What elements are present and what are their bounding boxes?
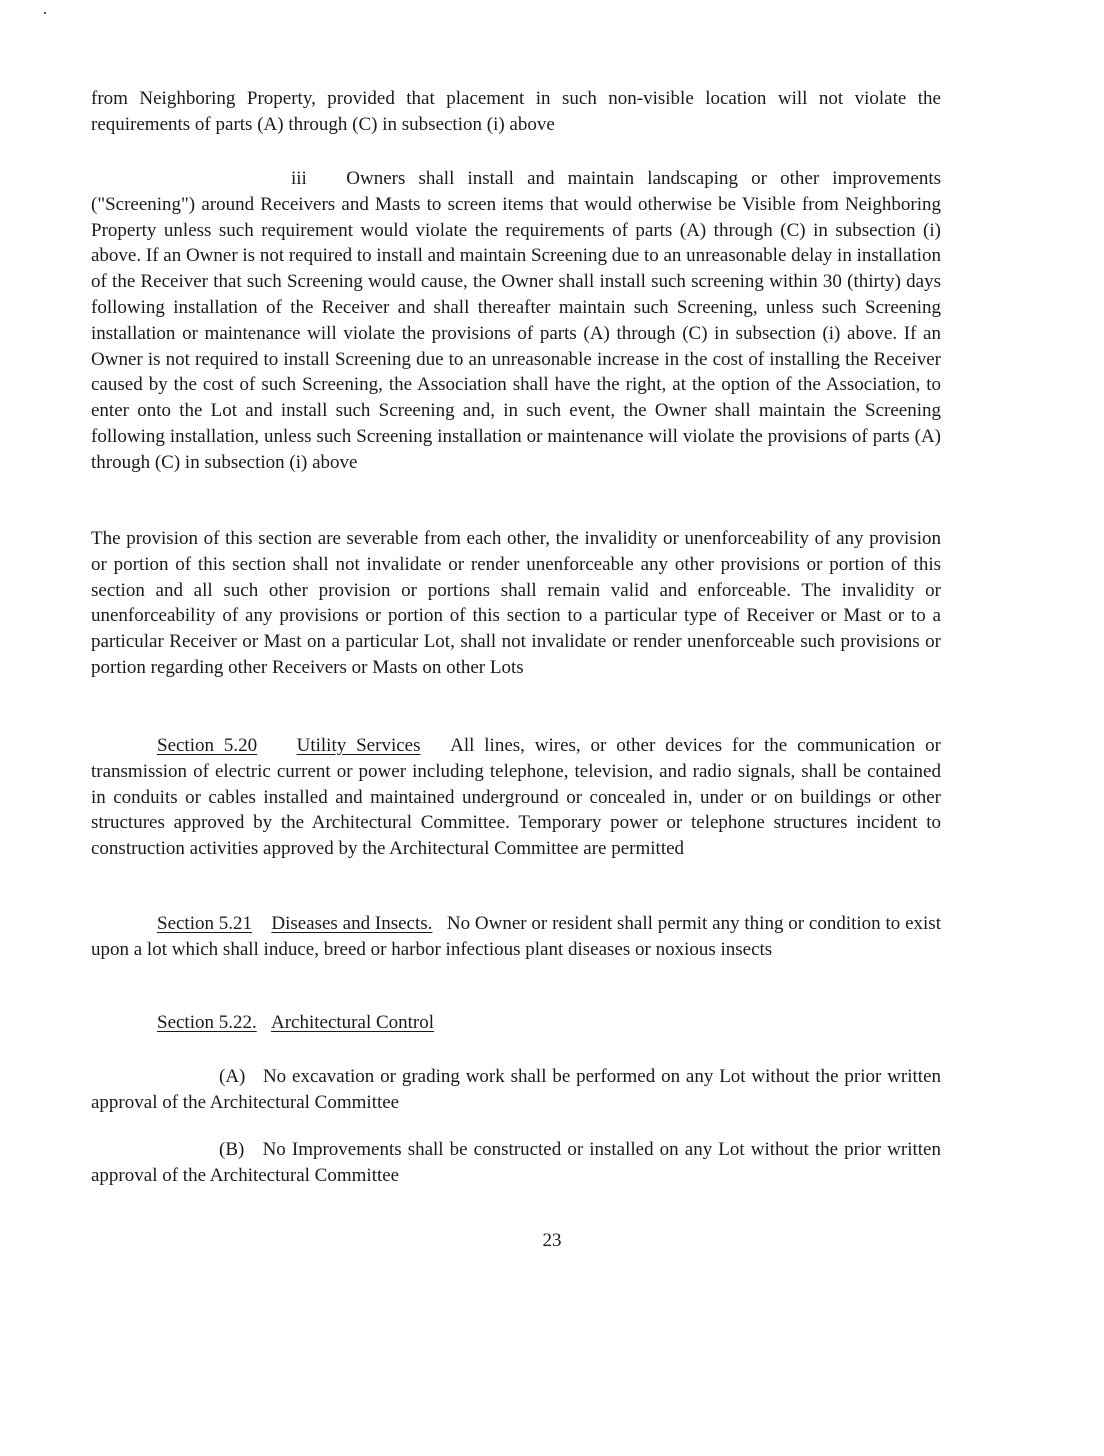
screening-text: Owners shall install and maintain landscaping or other improvements ("Screening") around Receivers and Masts to screen items that would otherwise be Visible from Neighboring Property unless such requirement would violate the requirements of parts (A) through (C) in subsection (i) above. If an Owner is not required to install and maintain Screening due to an unreasonable delay in installation of the Receiver that such Screening would cause, the Owner shall install such screening within 30 (thirty) days following installation of the Receiver and shall thereafter maintain such Screening, unless such Screening installation or maintenance will violate the provisions of parts (A) through (C) in subsection (i) above. If an Owner is not required to install Screening due to an unreasonable increase in the cost of installing the Receiver caused by the cost of such Screening, the Association shall have the right, at the option of the Association, to enter onto the Lot and install such Screening and, in such event, the Owner shall maintain the Screening following installation, unless such Screening installation or maintenance will violate the provisions of parts (A) through (C) in subsection (i) above	[91, 168, 941, 473]
section-5-22-heading	[157, 1010, 434, 1036]
subsection-marker: iii	[291, 168, 307, 189]
section-5-21	[91, 911, 941, 963]
subsection-marker: (B)	[219, 1139, 245, 1160]
subsection-marker: (A)	[219, 1066, 246, 1087]
section-title: Utility Services	[296, 735, 421, 756]
section-title: Diseases and Insects.	[271, 913, 433, 934]
section-5-20	[91, 733, 941, 862]
section-number: Section 5.22.	[157, 1012, 257, 1033]
section-number: Section 5.20	[157, 735, 258, 756]
continuation-paragraph	[91, 86, 941, 138]
continuation-text: from Neighboring Property, provided that placement in such non-visible location will not violate the requirements of parts (A) through (C) in subsection (i) above	[91, 88, 941, 135]
severability-text: The provision of this section are severable from each other, the invalidity or unenforceability of any provision or portion of this section shall not invalidate or render unenforceable any other provisions or portion of this section and all such other provision or portions shall remain valid and enforceable. The invalidity or unenforceability of any provisions or portion of this section to a particular type of Receiver or Mast or to a particular Receiver or Mast on a particular Lot, shall not invalidate or render unenforceable such provisions or portion regarding other Receivers or Masts on other Lots	[91, 528, 941, 678]
subsection-text: No Improvements shall be constructed or installed on any Lot without the prior written approval of the Architectural Committee	[91, 1139, 941, 1186]
scan-speck	[44, 12, 46, 14]
screening-paragraph	[91, 166, 941, 476]
subsection-a	[91, 1064, 941, 1116]
page-number: 23	[542, 1230, 562, 1251]
severability-paragraph	[91, 526, 941, 681]
section-body: No Owner or resident shall permit any thing or condition to exist upon a lot which shall induce, breed or harbor infectious plant diseases or noxious insects	[91, 913, 941, 960]
subsection-b	[91, 1137, 941, 1189]
section-number: Section 5.21	[157, 913, 253, 934]
section-title: Architectural Control	[271, 1012, 435, 1033]
subsection-text: No excavation or grading work shall be performed on any Lot without the prior written approval of the Architectural Committee	[91, 1066, 941, 1113]
section-body: All lines, wires, or other devices for the communication or transmission of electric current or power including telephone, television, and radio signals, shall be contained in conduits or cables installed and maintained underground or concealed in, under or on buildings or other structures approved by the Architectural Committee. Temporary power or telephone structures incident to construction activities approved by the Architectural Committee are permitted	[91, 735, 942, 860]
